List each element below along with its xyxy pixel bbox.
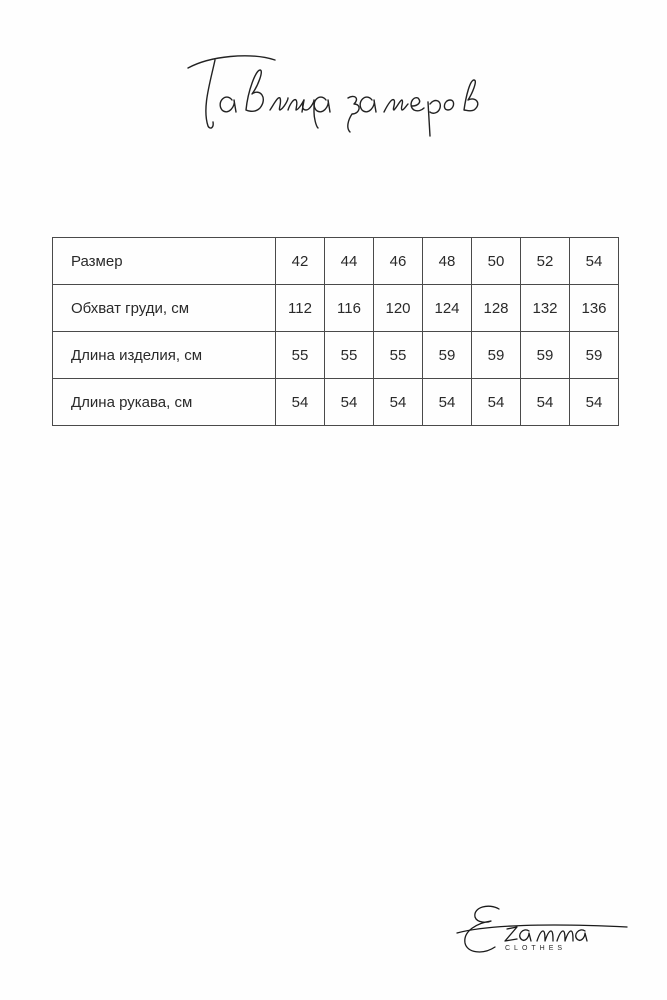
brand-tagline: CLOTHES xyxy=(505,945,567,952)
row-label: Размер xyxy=(53,238,276,285)
measurement-cell: 55 xyxy=(276,332,325,379)
measurement-cell: 55 xyxy=(374,332,423,379)
size-table xyxy=(52,237,619,426)
table-row xyxy=(53,285,619,332)
table-row xyxy=(53,332,619,379)
size-cell: 52 xyxy=(521,238,570,285)
measurement-cell: 112 xyxy=(276,285,325,332)
measurement-cell: 55 xyxy=(325,332,374,379)
measurement-cell: 54 xyxy=(570,379,619,426)
measurement-cell: 54 xyxy=(521,379,570,426)
measurement-cell: 54 xyxy=(276,379,325,426)
size-cell: 48 xyxy=(423,238,472,285)
row-label: Длина изделия, см xyxy=(53,332,276,379)
measurement-cell: 136 xyxy=(570,285,619,332)
measurement-cell: 59 xyxy=(521,332,570,379)
measurement-cell: 116 xyxy=(325,285,374,332)
page-title xyxy=(180,38,500,138)
row-label: Длина рукава, см xyxy=(53,379,276,426)
measurement-cell: 59 xyxy=(423,332,472,379)
measurement-cell: 124 xyxy=(423,285,472,332)
measurement-cell: 59 xyxy=(570,332,619,379)
size-table-body xyxy=(53,238,619,426)
row-label: Обхват груди, см xyxy=(53,285,276,332)
size-cell: 42 xyxy=(276,238,325,285)
measurement-cell: 54 xyxy=(325,379,374,426)
measurement-cell: 54 xyxy=(374,379,423,426)
measurement-cell: 59 xyxy=(472,332,521,379)
size-cell: 46 xyxy=(374,238,423,285)
size-cell: 50 xyxy=(472,238,521,285)
table-row xyxy=(53,238,619,285)
size-cell: 44 xyxy=(325,238,374,285)
measurement-cell: 54 xyxy=(472,379,521,426)
measurement-cell: 128 xyxy=(472,285,521,332)
measurement-cell: 54 xyxy=(423,379,472,426)
brand-logo xyxy=(455,895,630,975)
measurement-cell: 120 xyxy=(374,285,423,332)
size-cell: 54 xyxy=(570,238,619,285)
measurement-cell: 132 xyxy=(521,285,570,332)
table-row xyxy=(53,379,619,426)
